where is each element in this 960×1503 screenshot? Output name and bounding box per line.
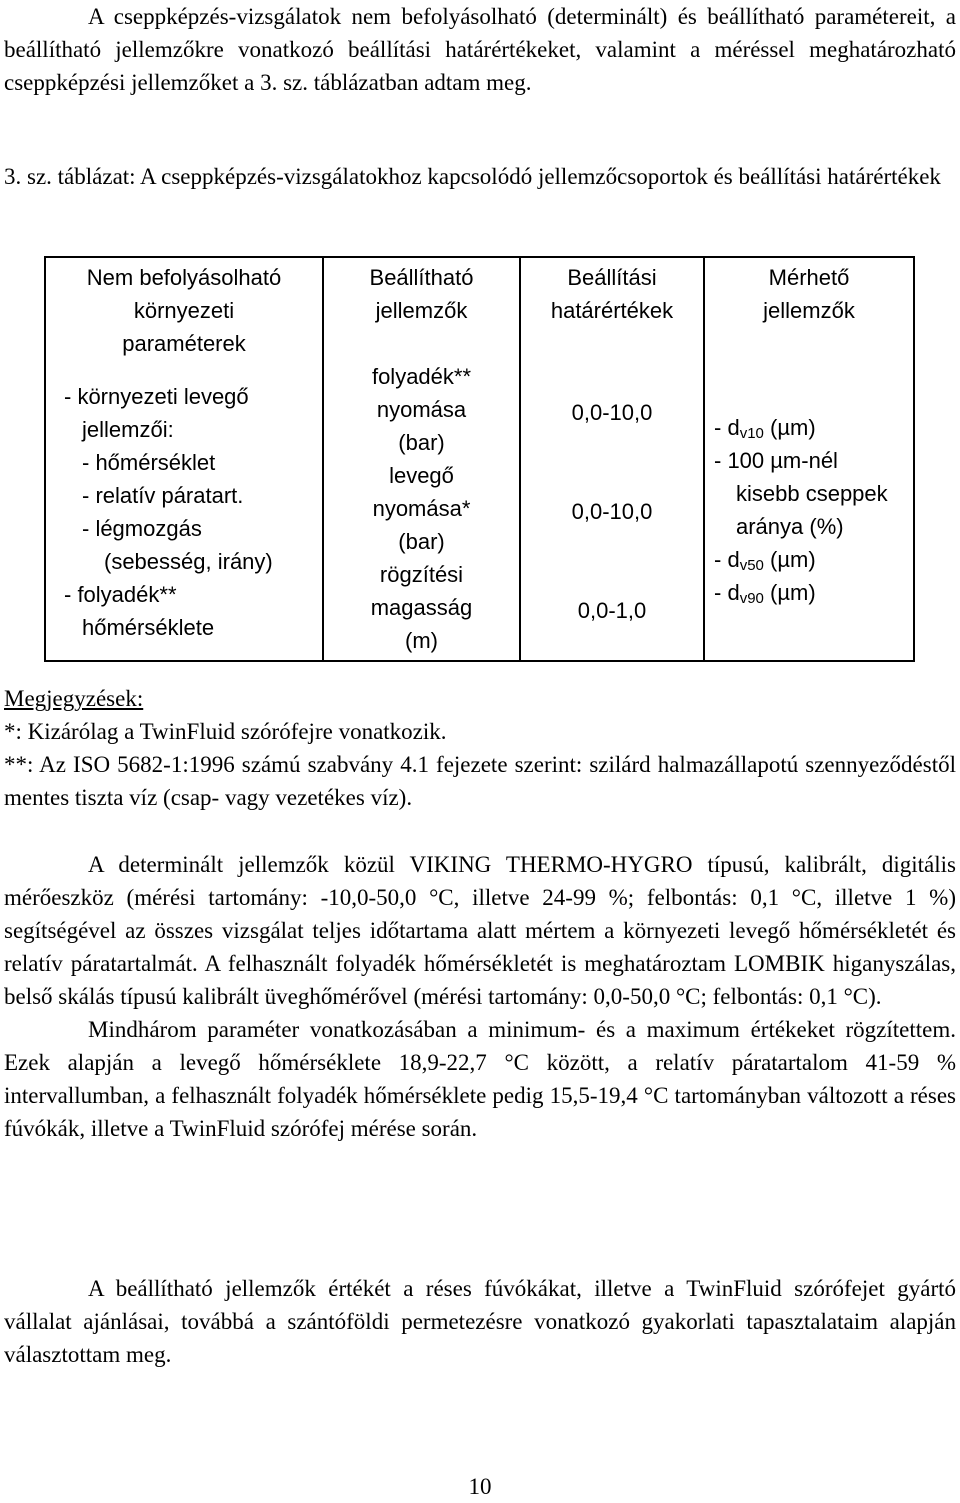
limit-value: 0,0-1,0 (577, 598, 647, 623)
intro-paragraph: A cseppképzés-vizsgálatok nem befolyásolható (determinált) és beállítható paramétereit, a beállítható jellemzőkre vonatkozó beállítási határértékeket, valamint a méréssel meghatározható cseppképzési jellemzőket a 3. sz. táblázatban adtam meg. (4, 4, 956, 95)
list-line: - relatív páratart. (82, 483, 244, 508)
notes-section (4, 682, 956, 814)
list-line: (sebesség, irány) (104, 549, 273, 574)
column-limits (519, 258, 703, 660)
column-header: Beállítási határértékek (550, 265, 674, 323)
column-header: Mérhető jellemzők (763, 265, 855, 323)
column-adjustable (322, 258, 519, 660)
list-line: - $d_{v90}$ (µm) (714, 580, 816, 607)
column-header: Nem befolyásolható környezeti paraméterek (86, 265, 282, 356)
measurable-list (714, 411, 913, 609)
fixed-params-list (64, 380, 318, 644)
column-measurable (703, 258, 913, 660)
body-text-2 (4, 1272, 956, 1371)
list-line: - $d_{v50}$ (µm) (714, 547, 816, 574)
parameters-table (44, 256, 915, 662)
paragraph: A determinált jellemzők közül VIKING THERMO-HYGRO típusú, kalibrált, digitális mérőeszköz (mérési tartomány: -10,0-50,0 °C, illetve 24-99 %; felbontás: 0,1 °C, illetve 1 %) segítségével az összes vizsgálat teljes időtartama alatt mértem a környezeti levegő hőmérsékletét és relatív páratartalmát. A felhasznált folyadék hőmérsékletét is meghatároztam LOMBIK higanyszálas, belső skálás típusú kalibrált üveghőmérővel (mérési tartomány: 0,0-50,0 °C; felbontás: 0,1 °C). (4, 852, 956, 1009)
adjustable-list: folyadék** nyomása (bar) levegő nyomása* (bar) rögzítési magasság (m) (370, 364, 473, 653)
list-line: kisebb cseppek (736, 481, 888, 506)
list-line: jellemzői: (82, 417, 174, 442)
list-line: - folyadék** (64, 582, 177, 607)
paragraph: Mindhárom paraméter vonatkozásában a minimum- és a maximum értékeket rögzítettem. Ezek alapján a levegő hőmérséklete 18,9-22,7 °C között, a relatív páratartalom 41-59 % intervallumban, a felhasznált folyadék hőmérséklete pedig 15,5-19,4 °C tartományban változott a réses fúvókák, illetve a TwinFluid szórófej mérése során. (4, 1017, 956, 1141)
column-header: Beállítható jellemzők (369, 265, 474, 323)
list-line: hőmérséklete (82, 615, 215, 640)
body-text-1 (4, 848, 956, 1145)
list-line: - $d_{v10}$ (µm) (714, 415, 816, 442)
limit-value: 0,0-10,0 (571, 400, 653, 425)
notes-title: Megjegyzések: (4, 686, 144, 711)
note-double-star: **: Az ISO 5682-1:1996 számú szabvány 4.1 fejezete szerint: szilárd halmazállapotú szennyeződéstől mentes tiszta víz (csap- vagy vezetékes víz). (4, 752, 956, 810)
list-line: - 100 µm-nél (714, 448, 838, 473)
list-line: aránya (%) (736, 514, 844, 539)
list-line: - hőmérséklet (82, 450, 216, 475)
table-caption: 3. sz. táblázat: A cseppképzés-vizsgálatokhoz kapcsolódó jellemzőcsoportok és beállítási határértékek (4, 164, 941, 189)
column-fixed-params (46, 258, 322, 660)
note-star: *: Kizárólag a TwinFluid szórófejre vonatkozik. (4, 719, 447, 744)
list-line: - környezeti levegő (64, 384, 249, 409)
page-number: 10 (468, 1474, 492, 1499)
limit-value: 0,0-10,0 (571, 499, 653, 524)
list-line: - légmozgás (82, 516, 202, 541)
paragraph: A beállítható jellemzők értékét a réses fúvókákat, illetve a TwinFluid szórófejet gyártó vállalat ajánlásai, továbbá a szántóföldi permetezésre vonatkozó gyakorlati tapasztalataim alapján választottam meg. (4, 1276, 956, 1367)
